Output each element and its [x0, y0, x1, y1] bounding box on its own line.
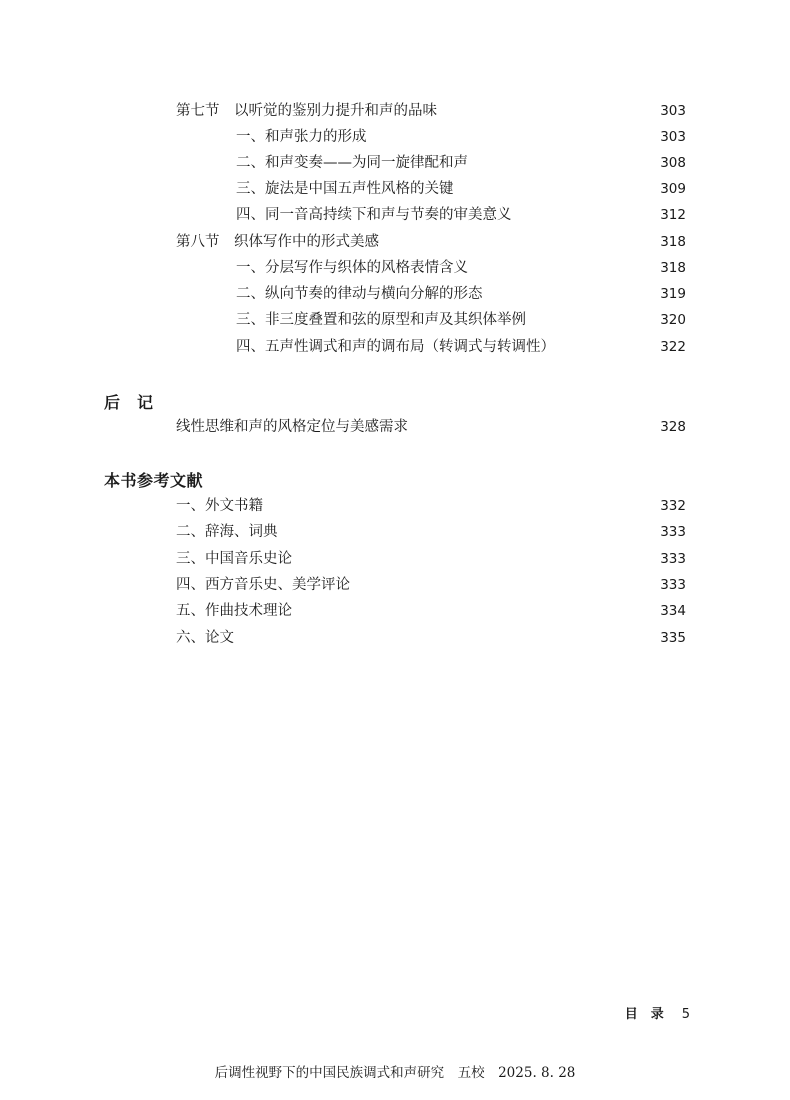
- entry-title: 二、纵向节奏的律动与横向分解的形态: [236, 286, 483, 302]
- entry-title: 三、中国音乐史论: [176, 551, 292, 567]
- toc-entry: [0, 257, 790, 279]
- entry-title: 四、五声性调式和声的调布局（转调式与转调性）: [236, 339, 555, 355]
- entry-page-number: 312: [660, 207, 686, 223]
- entry-page-number: 303: [660, 103, 686, 119]
- entry-page-number: 303: [660, 129, 686, 145]
- toc-entry: [0, 521, 790, 543]
- entry-title: 一、外文书籍: [176, 498, 263, 514]
- proof-line: 后调性视野下的中国民族调式和声研究 五校 2025. 8. 28: [214, 1065, 576, 1081]
- entry-page-number: 333: [660, 577, 686, 593]
- toc-entry: [0, 600, 790, 622]
- entry-page-number: 335: [660, 630, 686, 646]
- footer-page-number: 5: [681, 1007, 690, 1022]
- entry-page-number: 309: [660, 181, 686, 197]
- toc-entry: [0, 283, 790, 305]
- toc-entry: [0, 126, 790, 148]
- afterword-heading: 后 记: [104, 393, 154, 412]
- footer-section-label: 目 录: [624, 1007, 664, 1022]
- entry-page-number: 333: [660, 524, 686, 540]
- entry-title: 四、西方音乐史、美学评论: [176, 577, 350, 593]
- toc-entry: [0, 627, 790, 649]
- section-number: 第八节: [176, 234, 220, 250]
- toc-entry: [0, 309, 790, 331]
- entry-title: 三、非三度叠置和弦的原型和声及其织体举例: [236, 312, 526, 328]
- toc-entry: [0, 416, 790, 438]
- toc-entry: [0, 178, 790, 200]
- toc-entry: [0, 152, 790, 174]
- entry-page-number: 308: [660, 155, 686, 171]
- toc-entry: [0, 548, 790, 570]
- entry-title: 以听觉的鉴别力提升和声的品味: [234, 103, 437, 119]
- entry-page-number: 318: [660, 260, 686, 276]
- toc-entry-section-8: [0, 231, 790, 253]
- running-footer: [625, 1005, 690, 1025]
- toc-entry-section-7: [0, 100, 790, 122]
- toc-entry: [0, 336, 790, 358]
- entry-page-number: 334: [660, 603, 686, 619]
- toc-entry: [0, 204, 790, 226]
- toc-entry: [0, 495, 790, 517]
- entry-page-number: 319: [660, 286, 686, 302]
- entry-title: 线性思维和声的风格定位与美感需求: [176, 419, 408, 435]
- entry-page-number: 328: [660, 419, 686, 435]
- entry-page-number: 320: [660, 312, 686, 328]
- entry-title: 一、分层写作与织体的风格表情含义: [236, 260, 468, 276]
- references-heading: 本书参考文献: [104, 471, 204, 490]
- entry-title: 一、和声张力的形成: [236, 129, 367, 145]
- entry-title: 二、辞海、词典: [176, 524, 278, 540]
- entry-title: 五、作曲技术理论: [176, 603, 292, 619]
- entry-page-number: 322: [660, 339, 686, 355]
- entry-page-number: 332: [660, 498, 686, 514]
- entry-page-number: 333: [660, 551, 686, 567]
- entry-title: 三、旋法是中国五声性风格的关键: [236, 181, 454, 197]
- entry-title: 四、同一音高持续下和声与节奏的审美意义: [236, 207, 512, 223]
- toc-entry: [0, 574, 790, 596]
- entry-title: 六、论文: [176, 630, 234, 646]
- section-number: 第七节: [176, 103, 220, 119]
- entry-title: 二、和声变奏——为同一旋律配和声: [236, 155, 468, 171]
- entry-page-number: 318: [660, 234, 686, 250]
- entry-title: 织体写作中的形式美感: [234, 234, 379, 250]
